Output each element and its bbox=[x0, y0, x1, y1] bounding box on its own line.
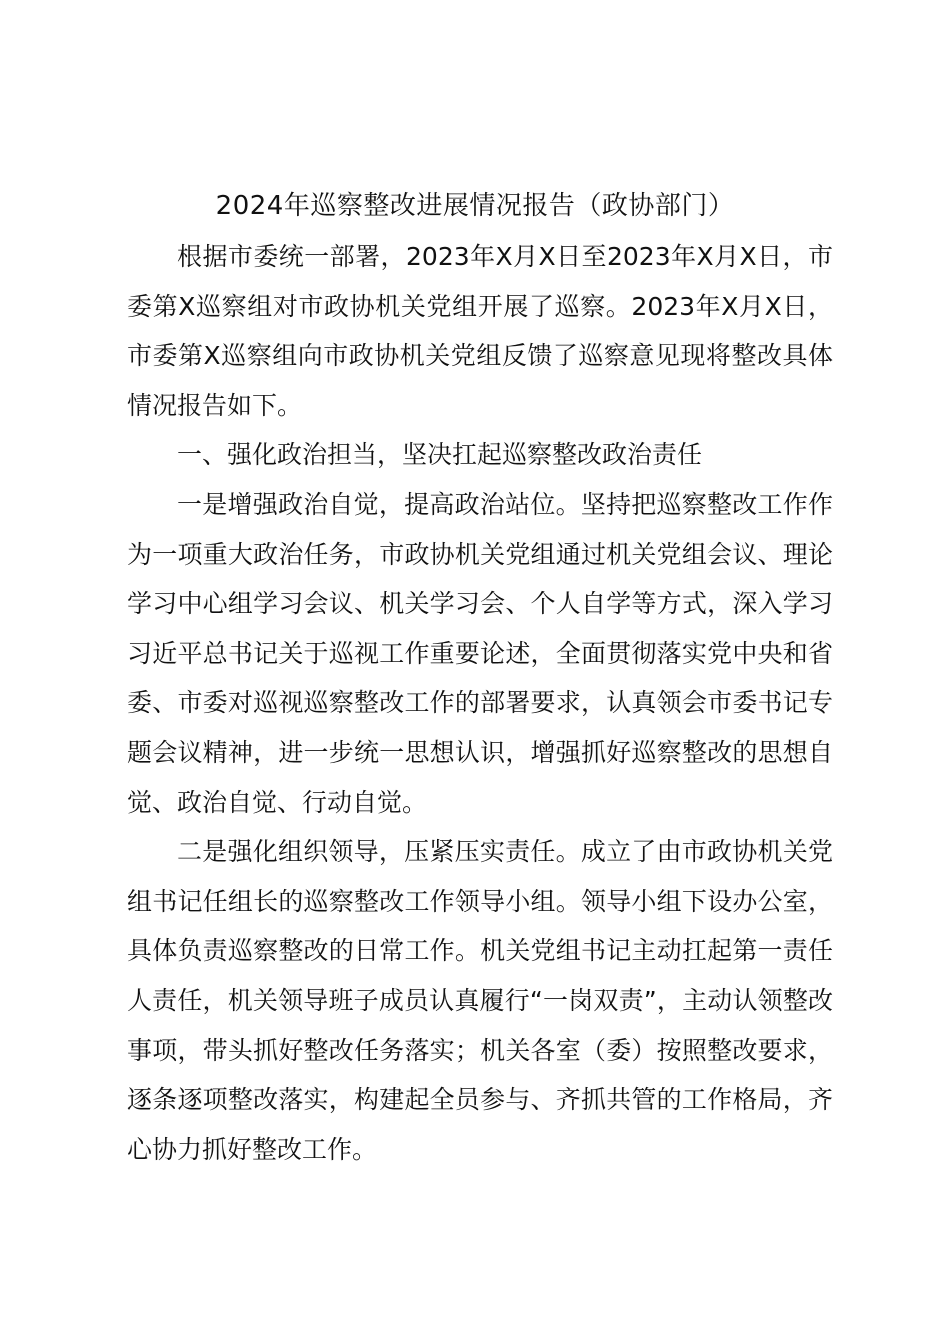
document-body bbox=[127, 232, 833, 1174]
section-heading-1: 一、强化政治担当，坚决扛起巡察整改政治责任 bbox=[177, 440, 703, 470]
paragraph-intro: 根据市委统一部署，2023年X月X日至2023年X月X日，市委第X巡察组对市政协机关党组开展了巡察。2023年X月X日，市委第X巡察组向市政协机关党组反馈了巡察意见现将整改具体情况报告如下。 bbox=[127, 242, 833, 420]
document-title: 2024年巡察整改进展情况报告（政协部门） bbox=[215, 191, 735, 221]
paragraph-political-awareness: 一是增强政治自觉，提高政治站位。坚持把巡察整改工作作为一项重大政治任务，市政协机关党组通过机关党组会议、理论学习中心组学习会议、机关学习会、个人自学等方式，深入学习习近平总书记关于巡视工作重要论述，全面贯彻落实党中央和省委、市委对巡视巡察整改工作的部署要求，认真领会市委书记专题会议精神，进一步统一思想认识，增强抓好巡察整改的思想自觉、政治自觉、行动自觉。 bbox=[127, 489, 833, 817]
paragraph-organization-leadership: 二是强化组织领导，压紧压实责任。成立了由市政协机关党组书记任组长的巡察整改工作领导小组。领导小组下设办公室，具体负责巡察整改的日常工作。机关党组书记主动扛起第一责任人责任，机关领导班子成员认真履行“一岗双责”，主动认领整改事项，带头抓好整改任务落实；机关各室（委）按照整改要求，逐条逐项整改落实，构建起全员参与、齐抓共管的工作格局，齐心协力抓好整改工作。 bbox=[127, 837, 833, 1164]
